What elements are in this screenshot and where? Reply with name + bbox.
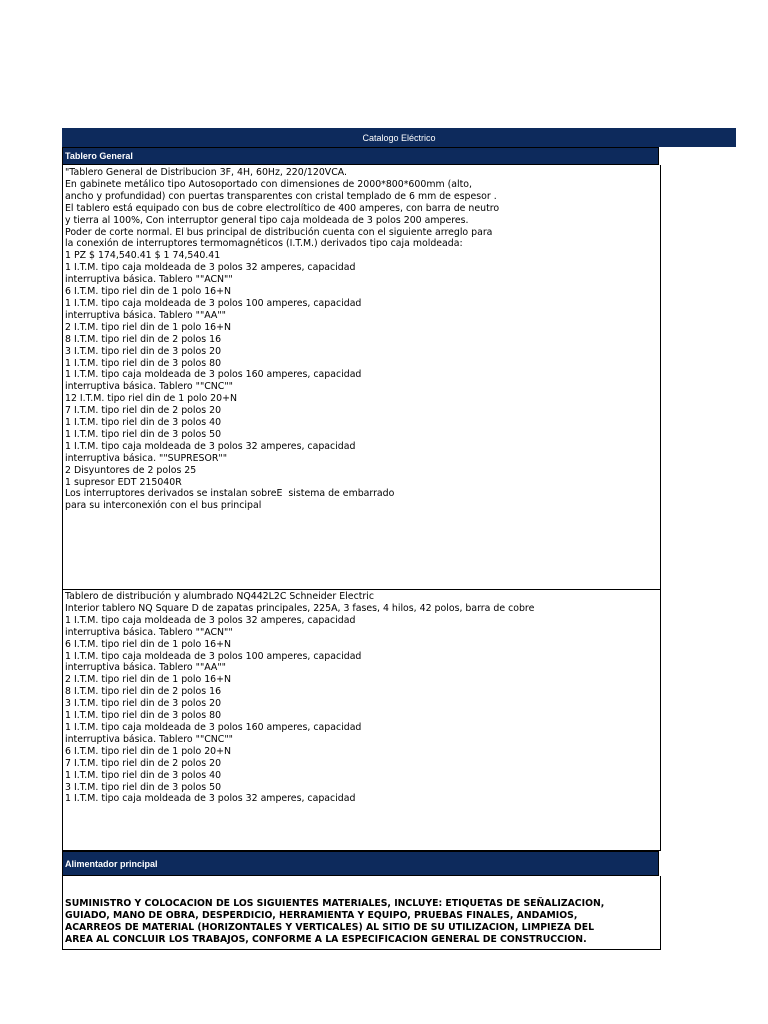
description-cell-tablero-nq	[62, 589, 661, 851]
section-title: Tablero General	[65, 151, 133, 161]
text-line: interruptiva básica. Tablero ""AA""	[65, 662, 226, 674]
text-line: interruptiva básica. Tablero ""ACN""	[65, 274, 233, 286]
text-line: 1 I.T.M. tipo riel din de 3 polos 50	[65, 428, 222, 440]
text-line: para su interconexión con el bus principal	[65, 500, 262, 512]
text-line: Poder de corte normal. El bus principal de distribución cuenta con el siguiente arreglo para	[65, 226, 493, 238]
text-line: Los interruptores derivados se instalan sobreE sistema de embarrado	[65, 488, 395, 500]
text-line: 3 I.T.M. tipo riel din de 3 polos 20	[65, 698, 222, 710]
text-line: 1 I.T.M. tipo caja moldeada de 3 polos 32 amperes, capacidad	[65, 440, 356, 452]
section-header-tablero-general	[62, 147, 659, 165]
text-line: 6 I.T.M. tipo riel din de 1 polo 20+N	[65, 745, 232, 757]
text-block	[65, 591, 658, 805]
text-line: interruptiva básica. ""SUPRESOR""	[65, 452, 228, 464]
text-line: 1 I.T.M. tipo riel din de 3 polos 40	[65, 769, 222, 781]
text-line: 1 I.T.M. tipo riel din de 3 polos 80	[65, 357, 222, 369]
text-line: interruptiva básica. Tablero ""AA""	[65, 309, 226, 321]
text-line: 1 I.T.M. tipo caja moldeada de 3 polos 160 amperes, capacidad	[65, 369, 362, 381]
text-line: 8 I.T.M. tipo riel din de 2 polos 16	[65, 686, 222, 698]
text-line: 8 I.T.M. tipo riel din de 2 polos 16	[65, 333, 222, 345]
description-cell-tablero-general	[62, 165, 661, 590]
text-line: 6 I.T.M. tipo riel din de 1 polo 16+N	[65, 286, 232, 298]
text-line: 7 I.T.M. tipo riel din de 2 polos 20	[65, 405, 222, 417]
text-line: y tierra al 100%, Con interruptor general tipo caja moldeada de 3 polos 200 amperes.	[65, 214, 469, 226]
text-line: Tablero de distribución y alumbrado NQ442L2C Schneider Electric	[65, 591, 375, 602]
text-line: 1 I.T.M. tipo caja moldeada de 3 polos 32 amperes, capacidad	[65, 262, 356, 274]
description-cell-alimentador	[62, 876, 661, 950]
text-line: SUMINISTRO Y COLOCACION DE LOS SIGUIENTES MATERIALES, INCLUYE: ETIQUETAS DE SEÑALIZACION,	[65, 898, 605, 909]
text-line: interruptiva básica. Tablero ""CNC""	[65, 733, 233, 745]
text-line: 2 I.T.M. tipo riel din de 1 polo 16+N	[65, 674, 232, 686]
text-line: la conexión de interruptores termomagnéticos (I.T.M.) derivados tipo caja moldeada:	[65, 238, 463, 250]
text-line: ACARREOS DE MATERIAL (HORIZONTALES Y VERTICALES) AL SITIO DE SU UTILIZACION, LIMPIEZA DEL	[65, 922, 595, 933]
section-header-alimentador	[62, 851, 659, 876]
text-line: 6 I.T.M. tipo riel din de 1 polo 16+N	[65, 638, 232, 650]
text-line: AREA AL CONCLUIR LOS TRABAJOS, CONFORME A LA ESPECIFICACION GENERAL DE CONSTRUCCION.	[65, 934, 587, 945]
text-line: 1 PZ $ 174,540.41 $ 1 74,540.41	[65, 250, 221, 262]
text-line: 3 I.T.M. tipo riel din de 3 polos 20	[65, 345, 222, 357]
text-line: "Tablero General de Distribucion 3F, 4H, 60Hz, 220/120VCA.	[65, 167, 347, 178]
text-line: Interior tablero NQ Square D de zapatas principales, 225A, 3 fases, 4 hilos, 42 polos, barra de cobre	[65, 602, 535, 614]
text-line: 1 I.T.M. tipo caja moldeada de 3 polos 100 amperes, capacidad	[65, 297, 362, 309]
text-block	[65, 898, 658, 946]
catalog-header	[62, 128, 736, 147]
text-line: 1 I.T.M. tipo caja moldeada de 3 polos 32 amperes, capacidad	[65, 614, 356, 626]
text-line: 7 I.T.M. tipo riel din de 2 polos 20	[65, 757, 222, 769]
text-line: 3 I.T.M. tipo riel din de 3 polos 50	[65, 781, 222, 793]
text-line: 1 I.T.M. tipo caja moldeada de 3 polos 32 amperes, capacidad	[65, 793, 356, 805]
text-line: interruptiva básica. Tablero ""CNC""	[65, 381, 233, 393]
text-block	[65, 167, 658, 512]
text-line: 1 I.T.M. tipo riel din de 3 polos 80	[65, 710, 222, 722]
text-line: 1 I.T.M. tipo caja moldeada de 3 polos 100 amperes, capacidad	[65, 650, 362, 662]
text-line: interruptiva básica. Tablero ""ACN""	[65, 626, 233, 638]
text-line: El tablero está equipado con bus de cobre electrolítico de 400 amperes, con barra de neutro	[65, 202, 500, 214]
text-line: 2 Disyuntores de 2 polos 25	[65, 464, 197, 476]
text-line: ancho y profundidad) con puertas transparentes con cristal templado de 6 mm de espesor .	[65, 190, 497, 202]
text-line: GUIADO, MANO DE OBRA, DESPERDICIO, HERRAMIENTA Y EQUIPO, PRUEBAS FINALES, ANDAMIOS,	[65, 910, 578, 921]
text-line: 1 I.T.M. tipo riel din de 3 polos 40	[65, 417, 222, 429]
catalog-title: Catalogo Eléctrico	[362, 132, 436, 143]
text-line: En gabinete metálico tipo Autosoportado con dimensiones de 2000*800*600mm (alto,	[65, 178, 472, 190]
text-line: 12 I.T.M. tipo riel din de 1 polo 20+N	[65, 393, 237, 405]
text-line: 1 supresor EDT 215040R	[65, 476, 182, 488]
section-title: Alimentador principal	[65, 858, 158, 869]
text-line: 2 I.T.M. tipo riel din de 1 polo 16+N	[65, 321, 232, 333]
text-line: 1 I.T.M. tipo caja moldeada de 3 polos 160 amperes, capacidad	[65, 721, 362, 733]
